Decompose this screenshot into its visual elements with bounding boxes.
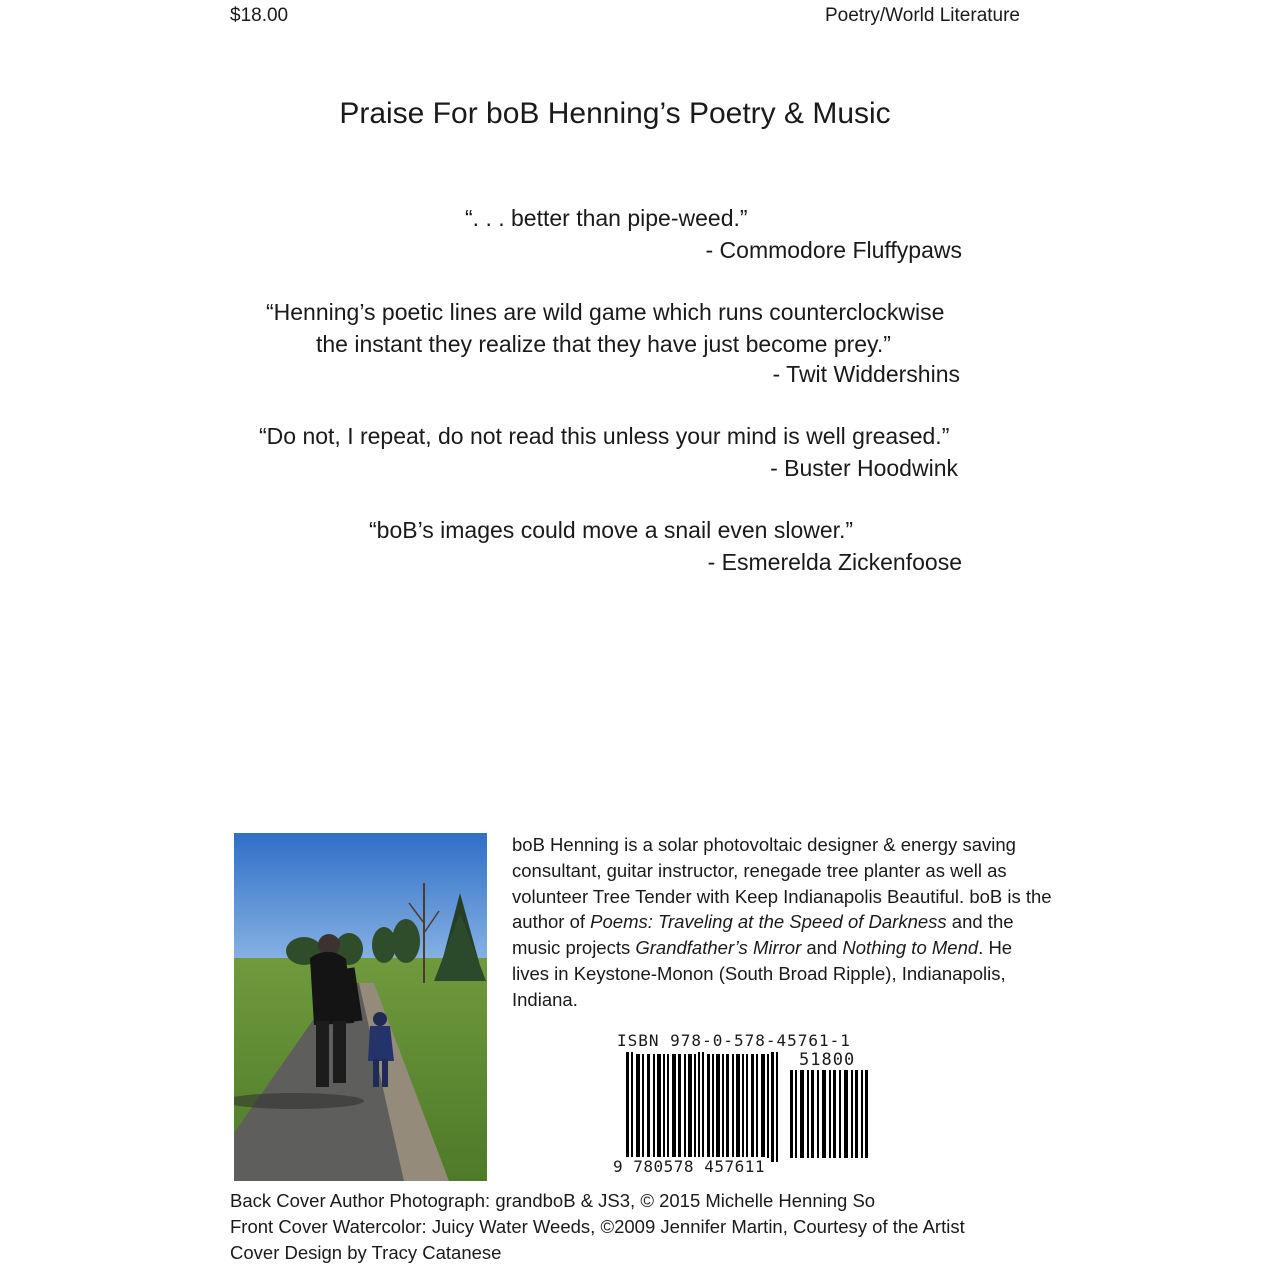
- barcode-digits: 9 780578 457611: [613, 1157, 765, 1176]
- page-title: Praise For boB Henning’s Poetry & Music: [339, 97, 891, 130]
- quote-3-attribution: - Buster Hoodwink: [770, 455, 958, 481]
- credit-line-1: Back Cover Author Photograph: grandboB & JS3, © 2015 Michelle Henning So: [230, 1190, 876, 1211]
- price: $18.00: [230, 5, 289, 26]
- bio-book-title: Poems: Traveling at the Speed of Darkness: [590, 911, 947, 933]
- price-code: 51800: [799, 1050, 856, 1070]
- quote-2-line-2: the instant they realize that they have just become prey.”: [316, 331, 891, 357]
- barcode-bars: [626, 1052, 872, 1162]
- cover-credits: [230, 1188, 965, 1266]
- quote-1-line-1: “. . . better than pipe-weed.”: [465, 205, 748, 231]
- quote-4-attribution: - Esmerelda Zickenfoose: [707, 549, 962, 575]
- bio-text-1: boB Henning is a solar photovoltaic designer & energy saving consultant, guitar instructor, renegade tree planter as well as volunteer Tree Tender with Keep Indianapolis Beautiful. boB is the author of: [512, 834, 1052, 933]
- isbn-label: ISBN 978-0-578-45761-1: [617, 1031, 851, 1050]
- bio-text-4: . He lives in Keystone-Monon (South Broad Ripple), Indianapolis, Indiana.: [512, 937, 1013, 1010]
- bio-project-2: Nothing to Mend: [842, 937, 979, 959]
- credit-line-3: Cover Design by Tracy Catanese: [230, 1242, 502, 1263]
- author-photo: [234, 833, 487, 1181]
- quote-2-line-1: “Henning’s poetic lines are wild game which runs counterclockwise: [266, 299, 945, 325]
- quote-3-line-1: “Do not, I repeat, do not read this unless your mind is well greased.”: [259, 423, 950, 449]
- credit-line-2: Front Cover Watercolor: Juicy Water Weeds, ©2009 Jennifer Martin, Courtesy of the Artist: [230, 1216, 965, 1237]
- bio-project-1: Grandfather’s Mirror: [635, 937, 802, 959]
- quote-1-attribution: - Commodore Fluffypaws: [705, 237, 962, 263]
- genre-label: Poetry/World Literature: [824, 5, 1020, 26]
- bio-text-2: and the music projects: [512, 911, 1014, 959]
- bio-text-3: and: [801, 937, 843, 959]
- quote-2-attribution: - Twit Widdershins: [772, 361, 960, 387]
- author-bio: [512, 832, 1052, 1013]
- quote-4-line-1: “boB’s images could move a snail even slower.”: [369, 517, 854, 543]
